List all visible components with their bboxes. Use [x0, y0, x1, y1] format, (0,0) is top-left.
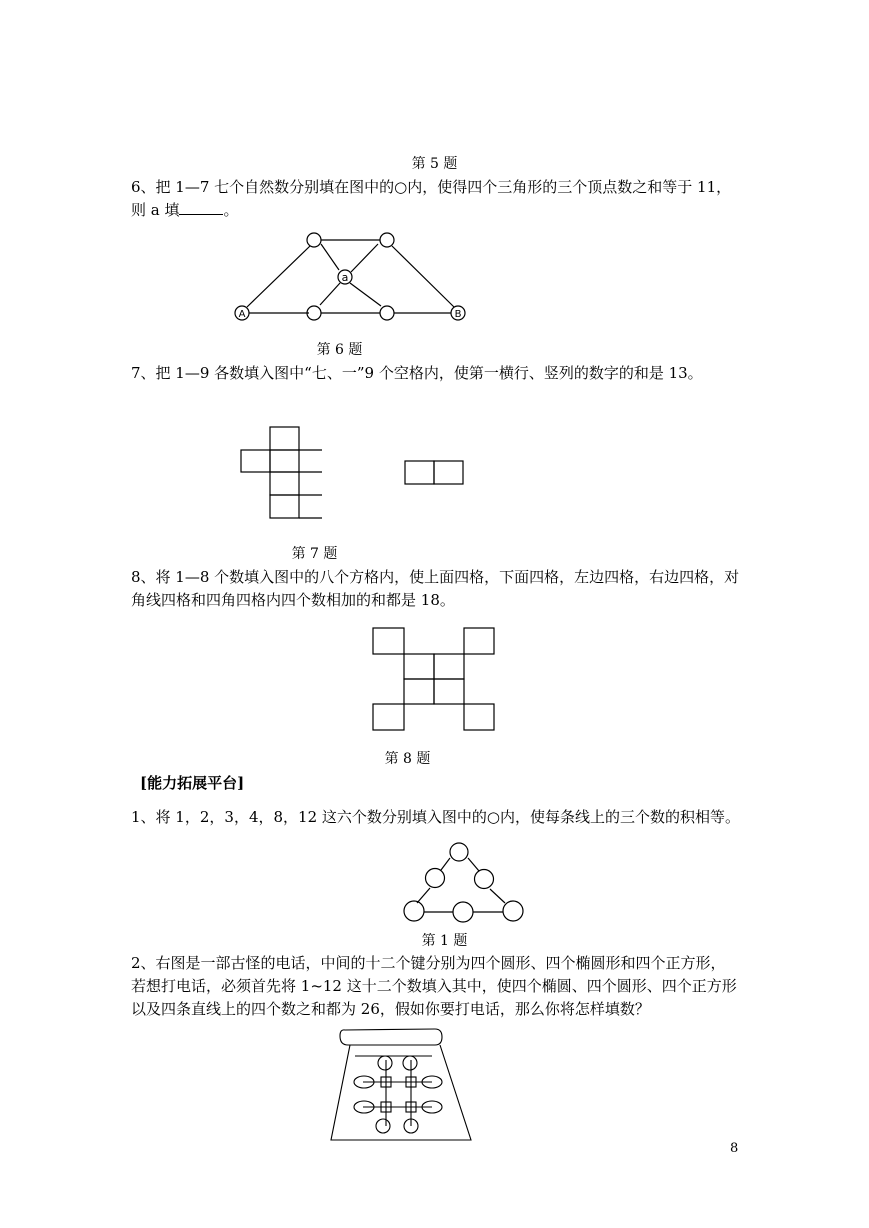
extension-question-1: 1、将 1，2，3，4，8，12 这六个数分别填入图中的○内，使每条线上的三个数的积相等。 — [131, 808, 740, 826]
label-A: A — [238, 309, 246, 320]
question-6-suffix: 。 — [223, 201, 239, 219]
label-B: B — [454, 309, 462, 320]
caption-q7: 第 7 题 — [291, 546, 338, 562]
caption-e1: 第 1 题 — [421, 933, 468, 949]
caption-q5: 第 5 题 — [411, 156, 458, 172]
label-a: a — [341, 271, 349, 284]
question-8-line1: 8、将 1—8 个数填入图中的八个方格内，使上面四格，下面四格，左边四格，右边四格，对 — [131, 568, 740, 586]
extension-question-2-line3: 以及四条直线上的四个数之和都为 26，假如你要打电话，那么你将怎样填数？ — [131, 1000, 650, 1018]
question-6-line1: 6、把 1—7 七个自然数分别填在图中的○内，使得四个三角形的三个顶点数之和等于 11， — [131, 178, 732, 196]
page-number: 8 — [730, 1141, 739, 1156]
question-7: 7、把 1—9 各数填入图中“七、一”9 个空格内，使第一横行、竖列的数字的和是 13。 — [131, 364, 703, 382]
caption-q6: 第 6 题 — [316, 342, 363, 358]
extension-question-2-line2: 若想打电话，必须首先将 1~12 这十二个数填入其中，使四个椭圆、四个圆形、四个正方形 — [131, 977, 737, 995]
question-6-prefix: 则 a 填 — [131, 201, 180, 219]
section-heading: [能力拓展平台] — [140, 774, 245, 792]
question-8-line2: 角线四格和四角四格内四个数相加的和都是 18。 — [131, 591, 455, 609]
caption-q8: 第 8 题 — [384, 751, 431, 767]
extension-question-2-line1: 2、右图是一部古怪的电话，中间的十二个键分别为四个圆形、四个椭圆形和四个正方形， — [131, 954, 726, 972]
